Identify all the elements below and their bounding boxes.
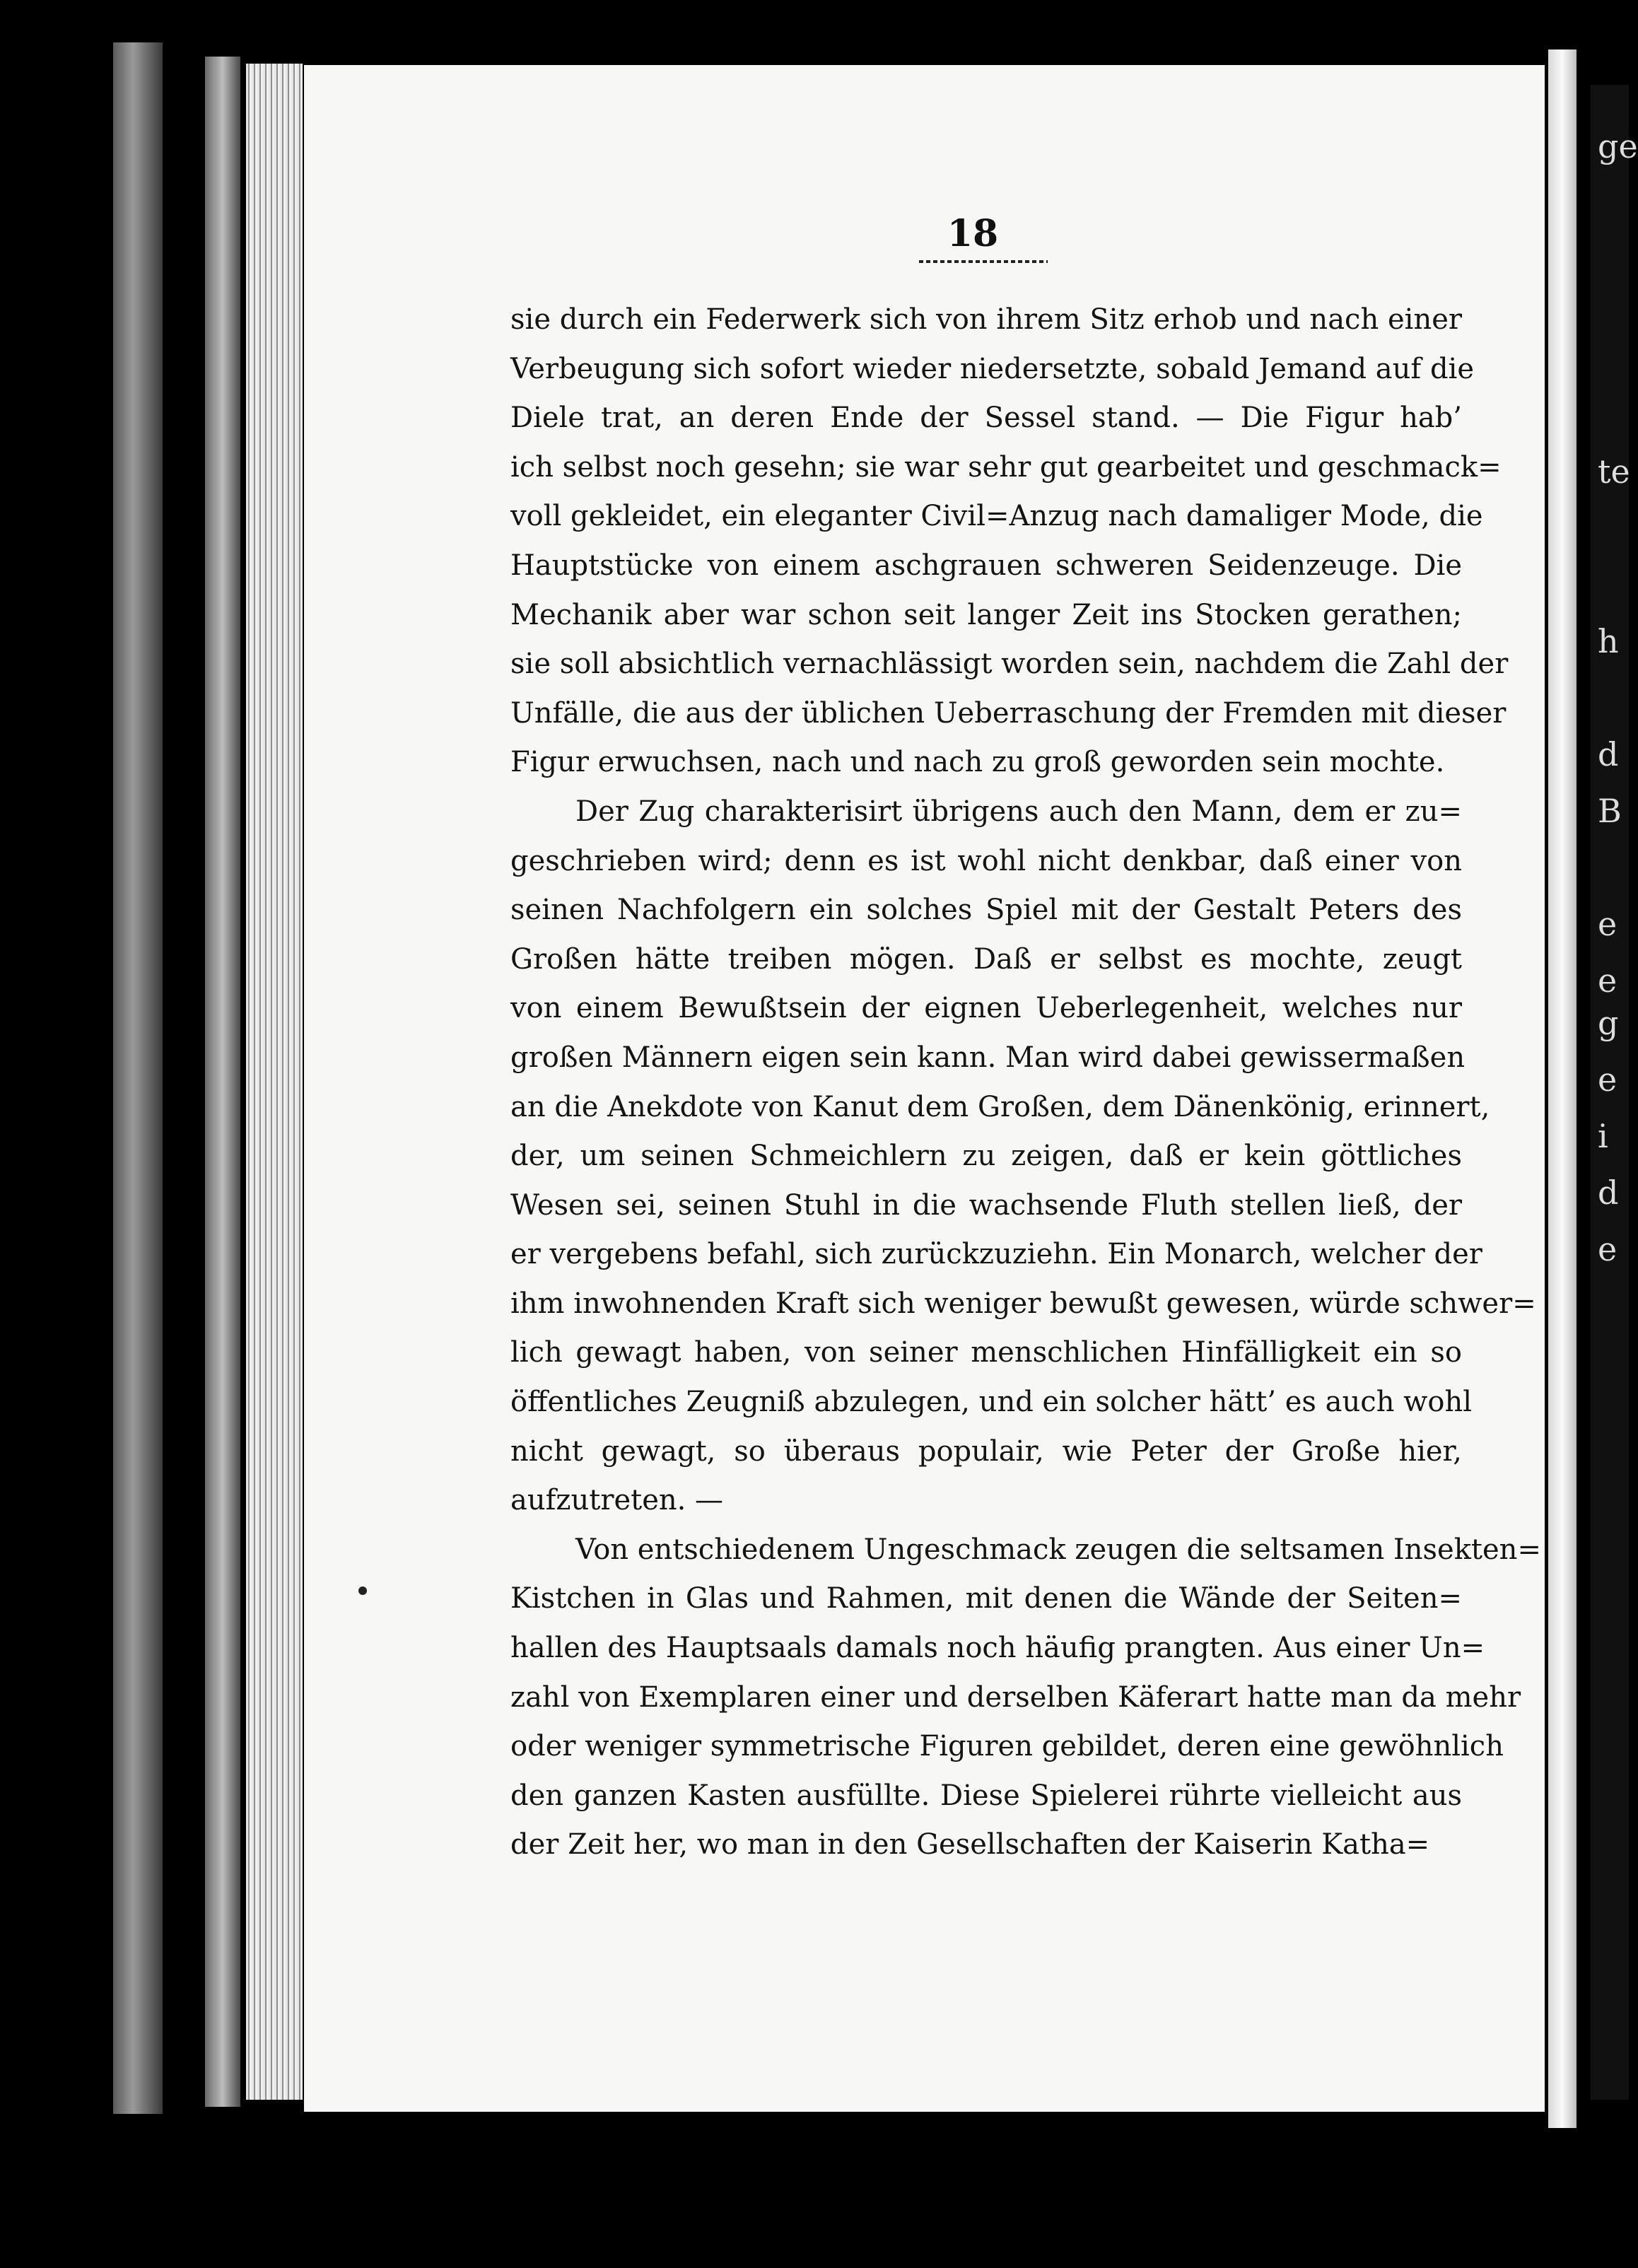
text-line: geschrieben wird; denn es ist wohl nicht denkbar, daß einer von [510,844,1462,877]
text-line: sie soll absichtlich vernachlässigt worden sein, nachdem die Zahl der [510,648,1509,681]
text-line: Mechanik aber war schon seit langer Zeit ins Stocken gerathen; [510,598,1462,631]
text-line: sie durch ein Federwerk sich von ihrem Sitz erhob und nach einer [510,303,1462,336]
text-line: Kistchen in Glas und Rahmen, mit denen die Wände der Seiten= [510,1582,1462,1615]
text-line: voll gekleidet, ein eleganter Civil=Anzug nach damaliger Mode, die [510,500,1483,533]
facing-page-glyph: d [1598,1174,1619,1212]
facing-page-fragment [1591,85,1638,2100]
text-line: hallen des Hauptsaals damals noch häufig prangten. Aus einer Un= [510,1632,1485,1665]
text-line: aufzutreten. — [510,1484,724,1517]
paragraph [510,1526,1541,1870]
text-line: ihm inwohnenden Kraft sich weniger bewußt gewesen, würde schwer= [510,1287,1536,1320]
text-line: oder weniger symmetrische Figuren gebildet, deren eine gewöhnlich [510,1730,1504,1763]
text-line: nicht gewagt, so überaus populair, wie Peter der Große hier, [510,1434,1462,1468]
text-line: Verbeugung sich sofort wieder niedersetzte, sobald Jemand auf die [510,352,1475,385]
facing-page-glyph: te [1598,452,1630,491]
text-line: ich selbst noch gesehn; sie war sehr gut gearbeitet und geschmack= [510,450,1502,484]
text-line: seinen Nachfolgern ein solches Spiel mit der Gestalt Peters des [510,894,1462,927]
text-line: der Zeit her, wo man in den Gesellschaften der Kaiserin Katha= [510,1828,1430,1861]
facing-page-glyph: e [1598,1230,1617,1268]
text-line: Diele trat, an deren Ende der Sessel stand. — Die Figur hab’ [510,402,1462,435]
paragraph [510,296,1509,788]
text-line: Großen hätte treiben mögen. Daß er selbst es mochte, zeugt [510,942,1462,976]
facing-page-glyph: i [1598,1117,1608,1155]
margin-dot [358,1586,367,1595]
text-line: großen Männern eigen sein kann. Man wird dabei gewissermaßen [510,1041,1466,1074]
text-line: Der Zug charakterisirt übrigens auch den Mann, dem er zu= [575,795,1462,828]
facing-page-glyph: e [1598,905,1617,943]
facing-page-glyph: d [1598,735,1619,773]
facing-page-glyph: h [1598,622,1619,660]
text-line: von einem Bewußtsein der eignen Ueberlegenheit, welches nur [510,992,1462,1025]
text-line: er vergebens befahl, sich zurückzuziehn. Ein Monarch, welcher der [510,1238,1482,1271]
facing-page-glyph: B [1598,792,1622,830]
body-text [510,296,1541,1870]
text-line: Wesen sei, seinen Stuhl in die wachsende Fluth stellen ließ, der [510,1188,1462,1222]
facing-page-glyph: e [1598,961,1617,1000]
text-line: lich gewagt haben, von seiner menschlichen Hinfälligkeit ein so [510,1336,1462,1369]
facing-page-glyph: e [1598,1060,1617,1099]
text-line: Von entschiedenem Ungeschmack zeugen die seltsamen Insekten= [575,1533,1541,1566]
text-line: Hauptstücke von einem aschgrauen schweren Seidenzeuge. Die [510,549,1462,582]
page-number: 18 [947,212,999,255]
book-spine-edge [113,42,163,2114]
text-line: an die Anekdote von Kanut dem Großen, dem Dänenkönig, erinnert, [510,1090,1490,1123]
page-number-rule [919,260,1048,263]
paragraph [510,788,1536,1526]
facing-page-glyph: ge [1598,127,1638,165]
text-line: den ganzen Kasten ausfüllte. Diese Spielerei rührte vielleicht aus [510,1779,1462,1812]
text-line: zahl von Exemplaren einer und derselben Käferart hatte man da mehr [510,1680,1521,1714]
text-line: Unfälle, die aus der üblichen Ueberraschung der Fremden mit dieser [510,696,1507,730]
page-stack-edges [246,64,303,2100]
page-stack-edge [205,57,240,2107]
text-line: der, um seinen Schmeichlern zu zeigen, daß er kein göttliches [510,1140,1462,1173]
text-line: Figur erwuchsen, nach und nach zu groß geworden sein mochte. [510,746,1445,779]
facing-page-glyph: g [1598,1004,1619,1042]
text-line: öffentliches Zeugniß abzulegen, und ein solcher hätt’ es auch wohl [510,1386,1473,1419]
page-right-edge [1548,49,1576,2128]
